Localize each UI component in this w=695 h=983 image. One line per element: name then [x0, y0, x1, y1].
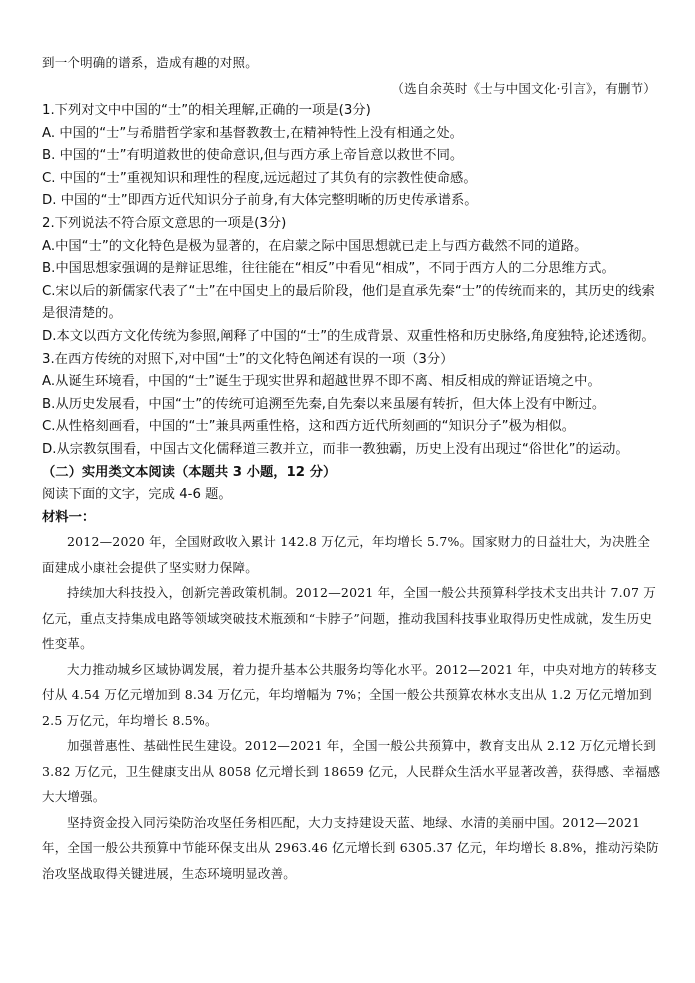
- option-d: D.从宗教氛围看，中国古文化儒释道三教并立，而非一教独霸，历史上没有出现过“俗世化”的运动。: [42, 441, 629, 457]
- material-title: 材料一：: [42, 509, 96, 525]
- material-paragraph: 大力推动城乡区域协调发展，着力提升基本公共服务均等化水平。2012—2021 年，中央对地方的转移支付从 4.54 万亿元增加到 8.34 万亿元，年均增幅为 7%；全国一般公共预算农林水支出从 1.2 万亿元增加到 2.5 万亿元，年均增长 8.5%。: [42, 661, 658, 728]
- question-stem: 2.下列说法不符合原文意思的一项是(3分): [42, 215, 287, 231]
- option-b: B.中国思想家强调的是辩证思维，往往能在“相反”中看见“相成”，不同于西方人的二分思维方式。: [42, 261, 615, 277]
- question-stem: 1.下列对文中中国的“士”的相关理解,正确的一项是(3分): [42, 103, 371, 118]
- material-body: [42, 529, 662, 886]
- section-instruction: 阅读下面的文字，完成 4-6 题。: [42, 487, 232, 503]
- option-d: D.本文以西方文化传统为参照,阐释了中国的“士”的生成背景、双重性格和历史脉络,角度独特,论述透彻。: [42, 328, 655, 344]
- material-paragraph: 坚持资金投入同污染防治攻坚任务相匹配，大力支持建设天蓝、地绿、水清的美丽中国。2012—2021 年，全国一般公共预算中节能环保支出从 2963.46 亿元增长到 6305.37 亿元，年均增长 8.8%，推动污染防治攻坚战取得关键进展，生态环境明显改善。: [42, 814, 659, 881]
- option-a: A.从诞生环境看，中国的“士”诞生于现实世界和超越世界不即不离、相反相成的辩证语境之中。: [42, 374, 601, 390]
- option-a: A. 中国的“士”与希腊哲学家和基督教教士,在精神特性上没有相通之处。: [42, 125, 463, 141]
- passage-source: （选自余英时《士与中国文化·引言》，有删节）: [391, 81, 656, 96]
- option-b: B.从历史发展看，中国“士”的传统可追溯至先秦,自先秦以来虽屡有转折，但大体上没有中断过。: [42, 396, 606, 412]
- material-paragraph: 持续加大科技投入，创新完善政策机制。2012—2021 年，全国一般公共预算科学技术支出共计 7.07 万亿元，重点支持集成电路等领域突破技术瓶颈和“卡脖子”问题，推动我国科技事业取得历史性成就，发生历史性变革。: [42, 585, 656, 652]
- option-c: C.从性格刻画看，中国的“士”兼具两重性格，这和西方近代所刻画的“知识分子”极为相似。: [42, 419, 576, 435]
- question-1: [42, 100, 662, 213]
- question-3: [42, 349, 662, 462]
- question-2: [42, 213, 662, 349]
- section-title: （二）实用类文本阅读（本题共 3 小题，12 分）: [42, 464, 337, 480]
- option-d: D. 中国的“士”即西方近代知识分子前身,有大体完整明晰的历史传承谱系。: [42, 193, 478, 209]
- question-stem: 3.在西方传统的对照下,对中国“士”的文化特色阐述有误的一项（3分）: [42, 351, 454, 367]
- option-b: B. 中国的“士”有明道救世的使命意识,但与西方承上帝旨意以救世不同。: [42, 148, 464, 164]
- option-a: A.中国“士”的文化特色是极为显著的，在启蒙之际中国思想就已走上与西方截然不同的道路。: [42, 238, 588, 254]
- option-c: C.宋以后的新儒家代表了“士”在中国史上的最后阶段，他们是直承先秦“士”的传统而来的，其历史的线索是很清楚的。: [42, 283, 655, 322]
- material-paragraph: 加强普惠性、基础性民生建设。2012—2021 年，全国一般公共预算中，教育支出从 2.12 万亿元增长到 3.82 万亿元，卫生健康支出从 8058 亿元增长到 18659 亿元，人民群众生活水平显著改善，获得感、幸福感大大增强。: [42, 738, 661, 805]
- option-c: C. 中国的“士”重视知识和理性的程度,远远超过了其负有的宗教性使命感。: [42, 170, 477, 186]
- document-content: [42, 52, 662, 886]
- passage-tail-line: 到一个明确的谱系，造成有趣的对照。: [42, 55, 258, 70]
- material-paragraph: 2012—2020 年，全国财政收入累计 142.8 万亿元，年均增长 5.7%。国家财力的日益壮大，为决胜全面建成小康社会提供了坚实财力保障。: [42, 534, 651, 575]
